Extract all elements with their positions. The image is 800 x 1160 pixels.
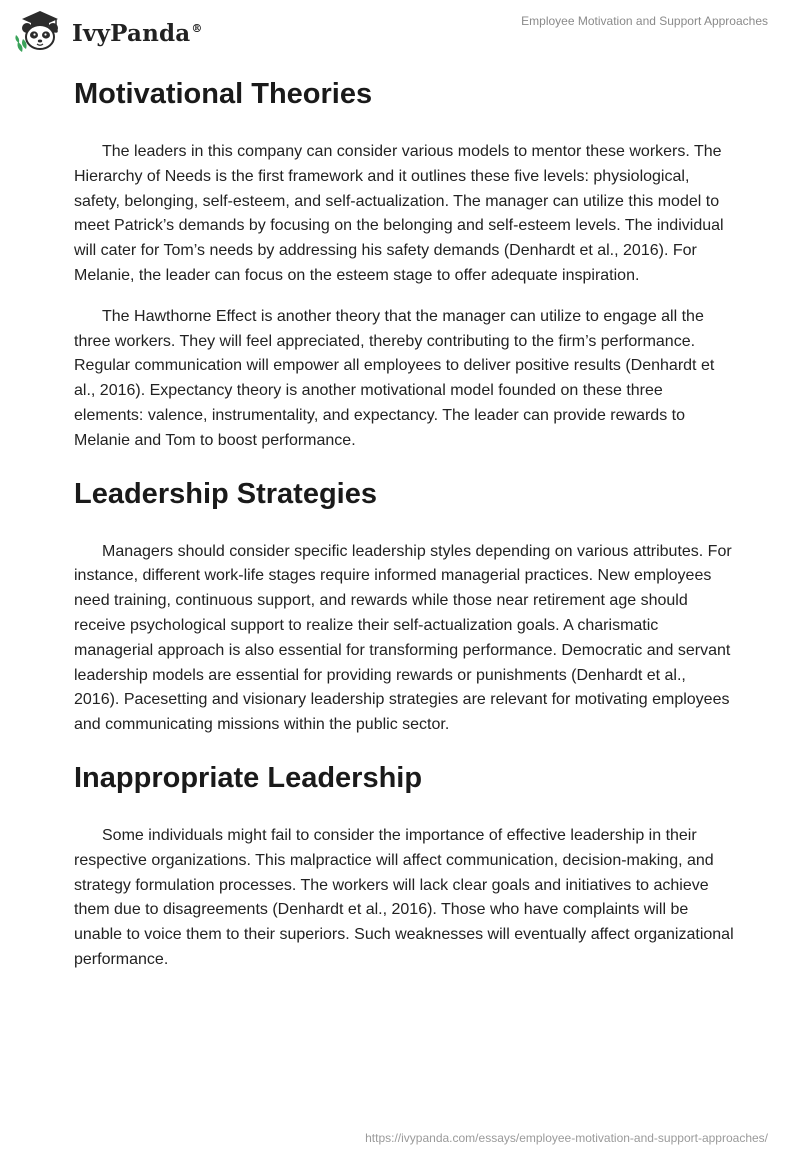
- paragraph: The leaders in this company can consider various models to mentor these workers. The Hierarchy of Needs is the first framework and it outlines these five levels: physiological, safety, belonging, self-esteem, and self-actualization. The manager can utilize this model to meet Patrick’s demands by focusing on the belonging and self-esteem levels. The individual will cater for Tom’s needs by addressing his safety demands (Denhardt et al., 2016). For Melanie, the leader can focus on the esteem stage to offer adequate inspiration.: [74, 143, 724, 284]
- document-title: Employee Motivation and Support Approaches: [521, 14, 768, 28]
- ivypanda-logo[interactable]: [14, 8, 203, 54]
- source-url[interactable]: https://ivypanda.com/essays/employee-motivation-and-support-approaches/: [365, 1131, 768, 1145]
- paragraph: The Hawthorne Effect is another theory that the manager can utilize to engage all the three workers. They will feel appreciated, thereby contributing to the firm’s performance. Regular communication will empower all employees to deliver positive results (Denhardt et al., 2016). Expectancy theory is another motivational model founded on these three elements: valence, instrumentality, and expectancy. The leader can provide rewards to Melanie and Tom to boost performance.: [74, 307, 715, 449]
- logo-wordmark: IvyPanda®: [72, 19, 203, 47]
- section-heading: Inappropriate Leadership: [74, 761, 423, 794]
- panda-logo-icon: [14, 8, 66, 54]
- essay-content: [74, 70, 734, 973]
- paragraph: Some individuals might fail to consider the importance of effective leadership in their respective organizations. This malpractice will affect communication, decision-making, and strategy formulation processes. The workers will lack clear goals and initiatives to achieve them due to disagreements (Denhardt et al., 2016). Those who have complaints will be unable to voice them to their superiors. Such weaknesses will eventually affect organizational performance.: [74, 826, 734, 968]
- section-heading: Leadership Strategies: [74, 477, 377, 510]
- section-heading: Motivational Theories: [74, 78, 373, 110]
- paragraph: Managers should consider specific leadership styles depending on various attributes. For instance, different work-life stages require informed managerial practices. New employees need training, continuous support, and rewards while those near retirement age should receive psychological support to realize their self-actualization goals. A charismatic managerial approach is also essential for transforming performance. Democratic and servant leadership models are essential for providing rewards or punishments (Denhardt et al., 2016). Pacesetting and visionary leadership strategies are relevant for motivating employees and communicating missions within the public sector.: [74, 542, 732, 734]
- page-header: [0, 0, 800, 70]
